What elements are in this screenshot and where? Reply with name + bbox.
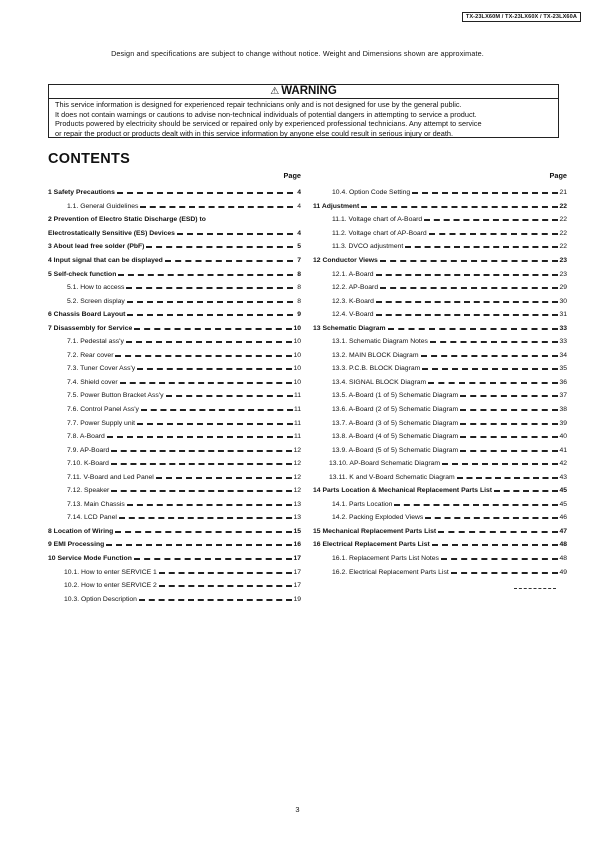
toc-entry-label: 8 Location of Wiring — [48, 527, 114, 535]
toc-entry[interactable] — [313, 525, 567, 539]
toc-entry-page: 42 — [559, 460, 567, 468]
toc-leader — [460, 395, 558, 397]
toc-entry-label: 12.3. K-Board — [332, 297, 374, 305]
toc-leader — [165, 260, 293, 262]
toc-entry-page: 10 — [293, 378, 301, 386]
toc-entry[interactable] — [313, 552, 567, 566]
toc-entry-page: 5 — [297, 243, 301, 251]
toc-entry-page: 22 — [559, 216, 567, 224]
toc-entry[interactable] — [313, 267, 567, 281]
toc-entry[interactable] — [313, 200, 567, 214]
toc-entry-page: 8 — [297, 284, 301, 292]
toc-entry-page: 45 — [559, 487, 567, 495]
toc-column-right — [313, 171, 567, 579]
toc-entry[interactable] — [313, 389, 567, 403]
toc-entry[interactable] — [313, 294, 567, 308]
toc-leader — [134, 558, 293, 560]
toc-leader — [421, 355, 559, 357]
stray-dash-line — [514, 588, 556, 589]
toc-entry-label: 4 Input signal that can be displayed — [48, 257, 163, 264]
toc-entry-page: 49 — [559, 568, 567, 576]
toc-entry[interactable] — [48, 511, 301, 525]
toc-entry-label: 7.6. Control Panel Ass'y — [67, 406, 139, 414]
toc-entry-page: 38 — [559, 406, 567, 414]
toc-entry-page: 16 — [293, 541, 301, 549]
toc-entry-page: 10 — [293, 324, 301, 332]
warning-line: or repair the product or products dealt with in this service information by anyone else could result in serious injury or death. — [55, 128, 453, 138]
toc-entry-label: 11.3. DVCO adjustment — [332, 243, 404, 251]
toc-entry-page: 48 — [559, 541, 567, 549]
toc-leader — [376, 274, 559, 276]
toc-entry[interactable] — [313, 416, 567, 430]
toc-entry-label: 7.4. Shield cover — [67, 378, 118, 386]
toc-entry-page: 11 — [293, 392, 301, 400]
toc-leader — [139, 599, 293, 601]
toc-entry[interactable] — [313, 511, 567, 525]
toc-leader — [494, 490, 558, 492]
toc-entry-page: 8 — [297, 270, 301, 278]
page-column-header: Page — [549, 171, 567, 180]
toc-entry-label: 10.3. Option Description — [64, 595, 137, 603]
toc-entry-label: 7.7. Power Supply unit — [67, 419, 136, 427]
toc-entry-page: 15 — [293, 527, 301, 535]
toc-entry-label: 13 Schematic Diagram — [313, 324, 386, 332]
toc-entry-page: 31 — [559, 311, 567, 319]
toc-entry-page: 45 — [559, 500, 567, 508]
toc-entry-page: 34 — [559, 351, 567, 359]
toc-entry-label: 13.7. A-Board (3 of 5) Schematic Diagram — [332, 419, 459, 427]
toc-leader — [376, 301, 558, 303]
toc-entry[interactable] — [48, 552, 301, 566]
toc-leader — [412, 192, 558, 194]
toc-entry[interactable] — [313, 281, 567, 295]
toc-leader — [111, 463, 292, 465]
toc-leader — [424, 219, 558, 221]
toc-entry-label: 12.1. A-Board — [332, 270, 374, 278]
toc-entry-page: 12 — [293, 487, 301, 495]
toc-entry-label: 7.11. V-Board and Led Panel — [67, 473, 154, 481]
toc-entry-page: 9 — [297, 311, 301, 319]
toc-entry[interactable] — [48, 565, 301, 579]
toc-entry-label: 13.9. A-Board (5 of 5) Schematic Diagram — [332, 446, 459, 454]
toc-entry-page: 4 — [297, 202, 301, 210]
toc-entry-page: 13 — [293, 514, 301, 522]
toc-entry-page: 43 — [559, 473, 567, 481]
toc-leader — [146, 246, 293, 248]
toc-entry[interactable] — [313, 362, 567, 376]
toc-entry-page: 30 — [559, 297, 567, 305]
toc-entry-page: 19 — [293, 595, 301, 603]
toc-entry-page: 17 — [293, 568, 301, 576]
toc-leader — [120, 382, 293, 384]
specification-notice: Design and specifications are subject to change without notice. Weight and Dimensions shown are approximate. — [111, 49, 484, 58]
toc-entry[interactable] — [48, 525, 301, 539]
toc-entry[interactable] — [48, 430, 301, 444]
toc-column-left — [48, 171, 301, 606]
toc-entry-page: 33 — [559, 324, 567, 332]
toc-leader — [428, 382, 558, 384]
toc-entry[interactable] — [48, 416, 301, 430]
warning-box — [48, 84, 559, 138]
toc-leader — [442, 463, 558, 465]
toc-entry-page: 21 — [559, 189, 567, 197]
toc-leader — [127, 314, 293, 316]
toc-leader — [159, 572, 293, 574]
toc-entry[interactable] — [313, 498, 567, 512]
toc-leader — [460, 450, 558, 452]
toc-entry-label: 12.4. V-Board — [332, 311, 374, 319]
toc-entry-page: 48 — [559, 555, 567, 563]
toc-entry-page: 46 — [559, 514, 567, 522]
toc-entry-label: 5 Self-check function — [48, 270, 117, 278]
toc-entry-label: 6 Chassis Board Layout — [48, 311, 126, 319]
toc-entry-label: 7.1. Pedestal ass'y — [67, 338, 124, 346]
toc-leader — [119, 517, 293, 519]
toc-entry[interactable] — [313, 335, 567, 349]
toc-leader — [429, 233, 559, 235]
toc-entry[interactable] — [313, 254, 567, 268]
toc-entry-label: 7.12. Speaker — [67, 487, 110, 495]
toc-leader — [159, 585, 293, 587]
warning-triangle-icon: ⚠ — [270, 86, 280, 97]
toc-leader — [137, 368, 292, 370]
toc-entry-label: 13.6. A-Board (2 of 5) Schematic Diagram — [332, 406, 459, 414]
toc-leader — [460, 409, 558, 411]
toc-leader — [460, 423, 558, 425]
toc-leader — [380, 287, 558, 289]
toc-entry[interactable] — [48, 308, 301, 322]
toc-entry-page: 35 — [559, 365, 567, 373]
warning-text — [49, 99, 558, 138]
toc-entry[interactable] — [48, 213, 301, 227]
toc-entry-page: 12 — [293, 460, 301, 468]
toc-entry-label: 5.2. Screen display — [67, 297, 125, 305]
toc-entry[interactable] — [313, 430, 567, 444]
toc-leader — [111, 490, 292, 492]
toc-leader — [141, 409, 293, 411]
model-number-header: TX-23LX60M / TX-23LX60X / TX-23LX60A — [462, 12, 581, 22]
toc-entry-label: 13.1. Schematic Diagram Notes — [332, 338, 428, 346]
toc-leader — [376, 314, 559, 316]
page-column-header: Page — [283, 171, 301, 180]
toc-entry[interactable] — [48, 362, 301, 376]
toc-entry-label: 9 EMI Processing — [48, 541, 105, 549]
toc-entry[interactable] — [313, 308, 567, 322]
toc-leader — [106, 544, 292, 546]
toc-leader — [140, 206, 293, 208]
toc-entry-label: 1.1. General Guidelines — [67, 202, 139, 210]
toc-leader — [430, 341, 558, 343]
warning-header — [49, 85, 558, 99]
toc-entry-label: 7.5. Power Button Bracket Ass'y — [67, 392, 164, 400]
toc-entry-label: 7.13. Main Chassis — [67, 500, 125, 508]
toc-entry-page: 17 — [293, 582, 301, 590]
toc-entry-label: 5.1. How to access — [67, 284, 125, 292]
toc-entry-label: 10.1. How to enter SERVICE 1 — [64, 568, 157, 576]
toc-entry-page: 10 — [293, 351, 301, 359]
toc-leader — [115, 355, 292, 357]
toc-entry[interactable] — [313, 457, 567, 471]
toc-entry[interactable] — [313, 403, 567, 417]
toc-leader — [361, 206, 558, 208]
toc-leader — [438, 531, 558, 533]
toc-entry-label: Electrostatically Sensitive (ES) Devices — [48, 229, 175, 237]
toc-entry-label: 10.4. Option Code Setting — [332, 189, 411, 197]
toc-entry[interactable] — [48, 498, 301, 512]
toc-leader — [432, 544, 559, 546]
toc-leader — [422, 368, 558, 370]
toc-leader — [127, 504, 293, 506]
toc-entry[interactable] — [313, 321, 567, 335]
toc-leader — [460, 436, 558, 438]
toc-entry[interactable] — [313, 443, 567, 457]
toc-leader — [111, 450, 292, 452]
toc-entry-page: 37 — [559, 392, 567, 400]
toc-leader — [127, 301, 293, 303]
warning-line: It does not contain warnings or cautions to advise non-technical individuals of potential dangers in attempting to service a product. — [55, 109, 477, 119]
toc-entry-label: 14.2. Packing Exploded Views — [332, 514, 424, 522]
toc-entry-page: 11 — [293, 406, 301, 414]
warning-line: Products powered by electricity should be serviced or repaired only by experienced professional technicians. Any attempt to service — [55, 119, 482, 129]
toc-entry-label: 14 Parts Location & Mechanical Replacement Parts List — [313, 487, 493, 495]
toc-entry-page: 10 — [293, 365, 301, 373]
toc-entry-page: 23 — [559, 257, 567, 264]
toc-leader — [156, 477, 293, 479]
toc-entry-page: 22 — [559, 229, 567, 237]
toc-leader — [115, 531, 292, 533]
toc-entry[interactable] — [48, 349, 301, 363]
toc-leader — [118, 274, 293, 276]
toc-entry-label: 13.2. MAIN BLOCK Diagram — [332, 351, 419, 359]
toc-entry[interactable] — [48, 376, 301, 390]
toc-leader — [107, 436, 293, 438]
toc-entry[interactable] — [313, 376, 567, 390]
toc-entry-label: 13.3. P.C.B. BLOCK Diagram — [332, 365, 421, 373]
toc-entry[interactable] — [48, 267, 301, 281]
toc-entry[interactable] — [48, 579, 301, 593]
toc-entry-page: 17 — [293, 555, 301, 563]
toc-entry-label: 14.1. Parts Location — [332, 500, 393, 508]
toc-entry-label: 12 Conductor Views — [313, 257, 378, 264]
toc-leader — [425, 517, 558, 519]
toc-entry-page: 23 — [559, 270, 567, 278]
toc-entry[interactable] — [313, 538, 567, 552]
toc-leader — [166, 395, 293, 397]
toc-entry-label: 7.3. Tuner Cover Ass'y — [67, 365, 136, 373]
toc-entry-page: 11 — [293, 419, 301, 427]
toc-entry-label: 3 About lead free solder (PbF) — [48, 243, 145, 251]
toc-entry-label: 13.8. A-Board (4 of 5) Schematic Diagram — [332, 433, 459, 441]
toc-entry-label: 7.14. LCD Panel — [67, 514, 117, 522]
toc-entry[interactable] — [48, 254, 301, 268]
toc-entry[interactable] — [48, 294, 301, 308]
toc-entry-label: 7.9. AP-Board — [67, 446, 110, 454]
toc-leader — [457, 477, 559, 479]
toc-entry-label: 15 Mechanical Replacement Parts List — [313, 527, 437, 535]
toc-entry-label: 13.5. A-Board (1 of 5) Schematic Diagram — [332, 392, 459, 400]
toc-entry[interactable] — [313, 213, 567, 227]
toc-entry[interactable] — [48, 484, 301, 498]
toc-entry-page: 12 — [293, 446, 301, 454]
toc-leader — [388, 328, 559, 330]
toc-entry-label: 12.2. AP-Board — [332, 284, 379, 292]
toc-entry-page: 33 — [559, 338, 567, 346]
toc-entry-page: 12 — [293, 473, 301, 481]
toc-entry-label: 16.2. Electrical Replacement Parts List — [332, 568, 449, 576]
toc-entry[interactable] — [48, 538, 301, 552]
toc-leader — [126, 341, 293, 343]
toc-entry-page: 4 — [297, 189, 301, 197]
toc-entry-label: 7.8. A-Board — [67, 433, 105, 441]
toc-entry[interactable] — [313, 227, 567, 241]
toc-entry-label: 16 Electrical Replacement Parts List — [313, 541, 430, 549]
toc-entry[interactable] — [313, 470, 567, 484]
toc-entry[interactable] — [48, 227, 301, 241]
toc-entry-label: 2 Prevention of Electro Static Discharge (ESD) to — [48, 216, 206, 224]
toc-entry-page: 10 — [293, 338, 301, 346]
toc-entry-page: 4 — [297, 229, 301, 237]
warning-title: WARNING — [281, 85, 337, 97]
toc-entry-page: 36 — [559, 378, 567, 386]
toc-entry-page: 7 — [297, 257, 301, 264]
page-number: 3 — [295, 805, 300, 814]
toc-entry-label: 7.10. K-Board — [67, 460, 109, 468]
toc-entry-label: 11.1. Voltage chart of A-Board — [332, 216, 423, 224]
toc-leader — [441, 558, 559, 560]
toc-entry[interactable] — [48, 281, 301, 295]
toc-entry[interactable] — [313, 240, 567, 254]
toc-leader — [134, 328, 292, 330]
toc-entry-label: 7 Disassembly for Service — [48, 324, 133, 332]
toc-entry-page: 22 — [559, 243, 567, 251]
toc-entry-label: 13.11. K and V-Board Schematic Diagram — [329, 473, 455, 481]
toc-entry[interactable] — [48, 403, 301, 417]
toc-entry-label: 7.2. Rear cover — [67, 351, 114, 359]
toc-entry[interactable] — [48, 443, 301, 457]
toc-entry[interactable] — [48, 240, 301, 254]
toc-entry-page: 39 — [559, 419, 567, 427]
toc-entry[interactable] — [48, 200, 301, 214]
toc-entry-label: 13.4. SIGNAL BLOCK Diagram — [332, 378, 427, 386]
toc-leader — [177, 233, 293, 235]
toc-entry[interactable] — [313, 565, 567, 579]
toc-entry[interactable] — [313, 484, 567, 498]
toc-leader — [405, 246, 558, 248]
toc-entry[interactable] — [313, 186, 567, 200]
toc-leader — [451, 572, 559, 574]
toc-entry-page: 29 — [559, 284, 567, 292]
toc-entry-page: 11 — [293, 433, 301, 441]
toc-entry[interactable] — [48, 470, 301, 484]
toc-entry[interactable] — [313, 349, 567, 363]
toc-entry-page: 8 — [297, 297, 301, 305]
toc-entry-label: 16.1. Replacement Parts List Notes — [332, 555, 439, 563]
toc-entry-page: 47 — [559, 527, 567, 535]
toc-entry[interactable] — [48, 592, 301, 606]
toc-entry-label: 1 Safety Precautions — [48, 189, 115, 197]
toc-entry[interactable] — [48, 321, 301, 335]
toc-entry-label: 13.10. AP-Board Schematic Diagram — [329, 460, 441, 468]
toc-entry-label: 11 Adjustment — [313, 202, 360, 210]
toc-leader — [126, 287, 293, 289]
toc-entry[interactable] — [48, 457, 301, 471]
toc-entry-page: 40 — [559, 433, 567, 441]
toc-leader — [380, 260, 559, 262]
toc-entry[interactable] — [48, 335, 301, 349]
toc-leader — [137, 423, 293, 425]
toc-entry-page: 22 — [559, 202, 567, 210]
toc-entry-label: 10 Service Mode Function — [48, 555, 132, 563]
toc-leader — [117, 192, 293, 194]
toc-entry-label: 10.2. How to enter SERVICE 2 — [64, 582, 157, 590]
toc-entry[interactable] — [48, 389, 301, 403]
toc-entry-page: 41 — [559, 446, 567, 454]
toc-leader — [394, 504, 558, 506]
toc-entry-label: 11.2. Voltage chart of AP-Board — [332, 229, 427, 237]
toc-entry-page: 13 — [293, 500, 301, 508]
toc-entry[interactable] — [48, 186, 301, 200]
contents-title: CONTENTS — [48, 151, 131, 167]
warning-line: This service information is designed for experienced repair technicians only and is not designed for use by the general public. — [55, 100, 462, 109]
